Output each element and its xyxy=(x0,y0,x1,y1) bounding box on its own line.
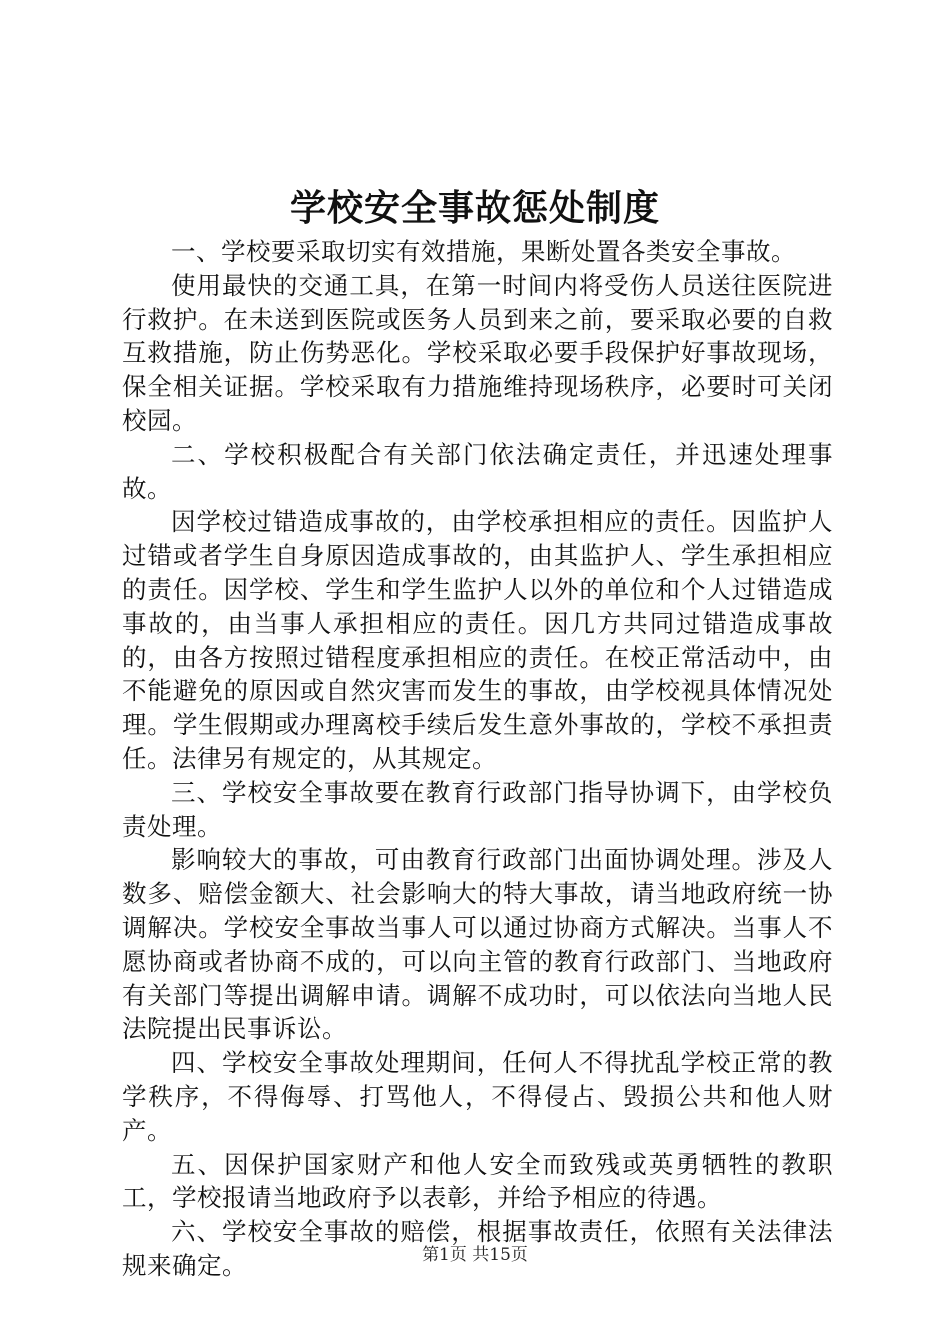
paragraph-9: 六、学校安全事故的赔偿，根据事故责任，依照有关法律法规来确定。 xyxy=(122,1217,833,1280)
document-title: 学校安全事故惩处制度 xyxy=(289,187,660,229)
paragraph-2: 使用最快的交通工具，在第一时间内将受伤人员送往医院进行救护。在未送到医院或医务人员到来之前，要采取必要的自救互救措施，防止伤势恶化。学校采取必要手段保护好事故现场，保全相关证据。学校采取有力措施维持现场秩序，必要时可关闭校园。 xyxy=(122,270,833,435)
document-body xyxy=(122,235,833,1283)
paragraph-8: 五、因保护国家财产和他人安全而致残或英勇牺牲的教职工，学校报请当地政府予以表彰，并给予相应的待遇。 xyxy=(122,1149,833,1213)
paragraph-6: 影响较大的事故，可由教育行政部门出面协调处理。涉及人数多、赔偿金额大、社会影响大的特大事故，请当地政府统一协调解决。学校安全事故当事人可以通过协商方式解决。当事人不愿协商或者协商不成的，可以向主管的教育行政部门、当地政府有关部门等提出调解申请。调解不成功时，可以依法向当地人民法院提出民事诉讼。 xyxy=(122,845,833,1044)
paragraph-5: 三、学校安全事故要在教育行政部门指导协调下，由学校负责处理。 xyxy=(122,777,833,841)
paragraph-3: 二、学校积极配合有关部门依法确定责任，并迅速处理事故。 xyxy=(122,439,833,503)
paragraph-4: 因学校过错造成事故的，由学校承担相应的责任。因监护人过错或者学生自身原因造成事故的，由其监护人、学生承担相应的责任。因学校、学生和学生监护人以外的单位和个人过错造成事故的，由当事人承担相应的责任。因几方共同过错造成事故的，由各方按照过错程度承担相应的责任。在校正常活动中，由不能避免的原因或自然灾害而发生的事故，由学校视具体情况处理。学生假期或办理离校手续后发生意外事故的，学校不承担责任。法律另有规定的，从其规定。 xyxy=(122,507,833,773)
paragraph-7: 四、学校安全事故处理期间，任何人不得扰乱学校正常的教学秩序，不得侮辱、打骂他人，不得侵占、毁损公共和他人财产。 xyxy=(122,1048,833,1145)
page-footer: 第1页 共15页 xyxy=(422,1245,528,1265)
paragraph-1: 一、学校要采取切实有效措施，果断处置各类安全事故。 xyxy=(171,237,796,266)
